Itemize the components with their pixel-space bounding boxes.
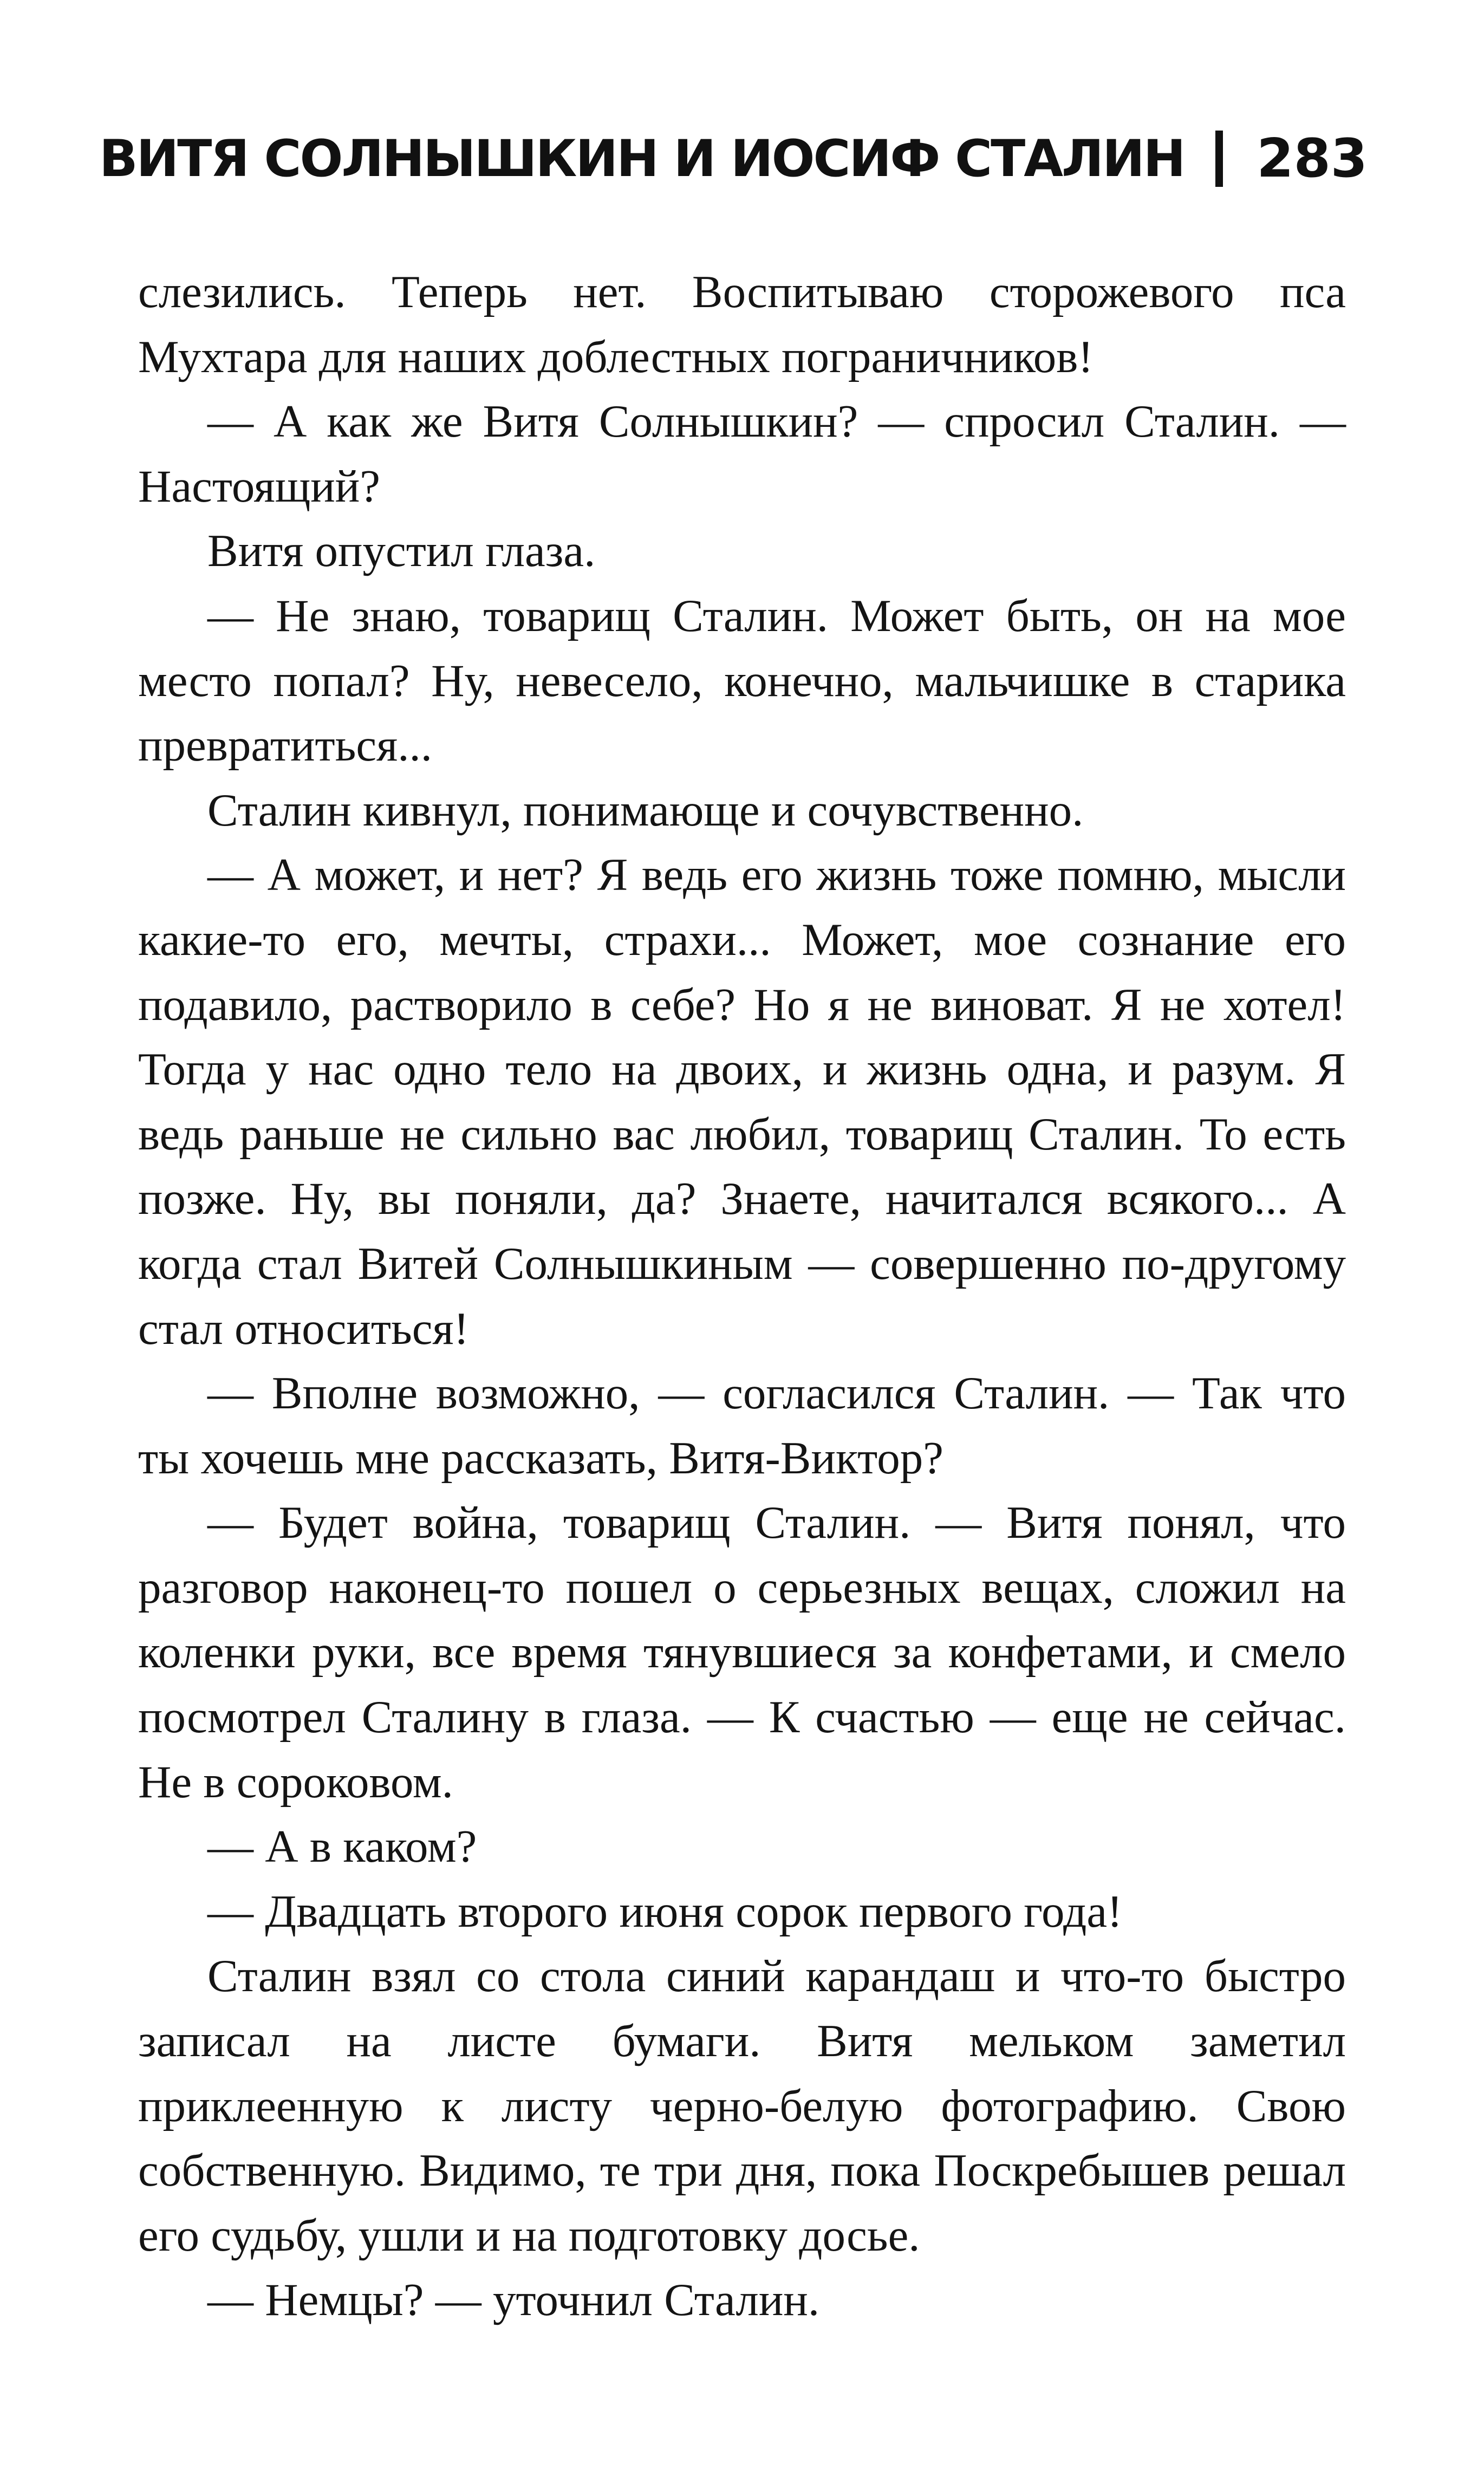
body-text — [138, 260, 1346, 2333]
paragraph: Сталин взял со стола синий карандаш и что-то быстро записал на листе бумаги. Витя мельком заметил приклеенную к листу черно-белую фотографию. Свою собственную. Видимо, те три дня, пока Поскребышев решал его судьбу, ушли и на подготовку досье. — [138, 1951, 1346, 2261]
paragraph: — А может, и нет? Я ведь его жизнь тоже помню, мысли какие-то его, мечты, страхи... Может, мое сознание его подавило, растворило в себе? Но я не виноват. Я не хотел! Тогда у нас одно тело на двоих, и жизнь одна, и разум. Я ведь раньше не сильно вас любил, товарищ Сталин. То есть позже. Ну, вы поняли, да? Знаете, начитался всякого... А когда стал Витей Солнышкиным — совершенно по-другому стал относиться! — [138, 849, 1346, 1354]
paragraph: — А как же Витя Солнышкин? — спросил Сталин. — Настоящий? — [138, 396, 1346, 512]
paragraph: — Будет война, товарищ Сталин. — Витя понял, что разговор наконец-то пошел о серьезных вещах, сложил на коленки руки, все время тянувшиеся за конфетами, и смело посмотрел Сталину в глаза. — К счастью — еще не сейчас. Не в сороковом. — [138, 1497, 1346, 1808]
running-header — [99, 123, 1368, 194]
header-separator — [1215, 131, 1223, 187]
running-title: ВИТЯ СОЛНЫШКИН И ИОСИФ СТАЛИН — [99, 129, 1184, 188]
paragraph: — Вполне возможно, — согласился Сталин. — Так что ты хочешь мне рассказать, Витя-Виктор? — [138, 1368, 1346, 1484]
paragraph: — Немцы? — уточнил Сталин. — [207, 2274, 820, 2326]
paragraph: — Не знаю, товарищ Сталин. Может быть, он на мое место попал? Ну, невесело, конечно, мальчишке в старика превратиться... — [138, 590, 1346, 771]
paragraph: — Двадцать второго июня сорок первого года! — [207, 1886, 1123, 1937]
paragraph: Сталин кивнул, понимающе и сочувственно. — [207, 784, 1084, 836]
paragraph: — А в каком? — [207, 1821, 477, 1873]
paragraph: слезились. Теперь нет. Воспитываю сторожевого пса Мухтара для наших доблестных пограничников! — [138, 266, 1346, 382]
page-number: 283 — [1257, 128, 1368, 190]
paragraph: Витя опустил глаза. — [207, 525, 596, 577]
